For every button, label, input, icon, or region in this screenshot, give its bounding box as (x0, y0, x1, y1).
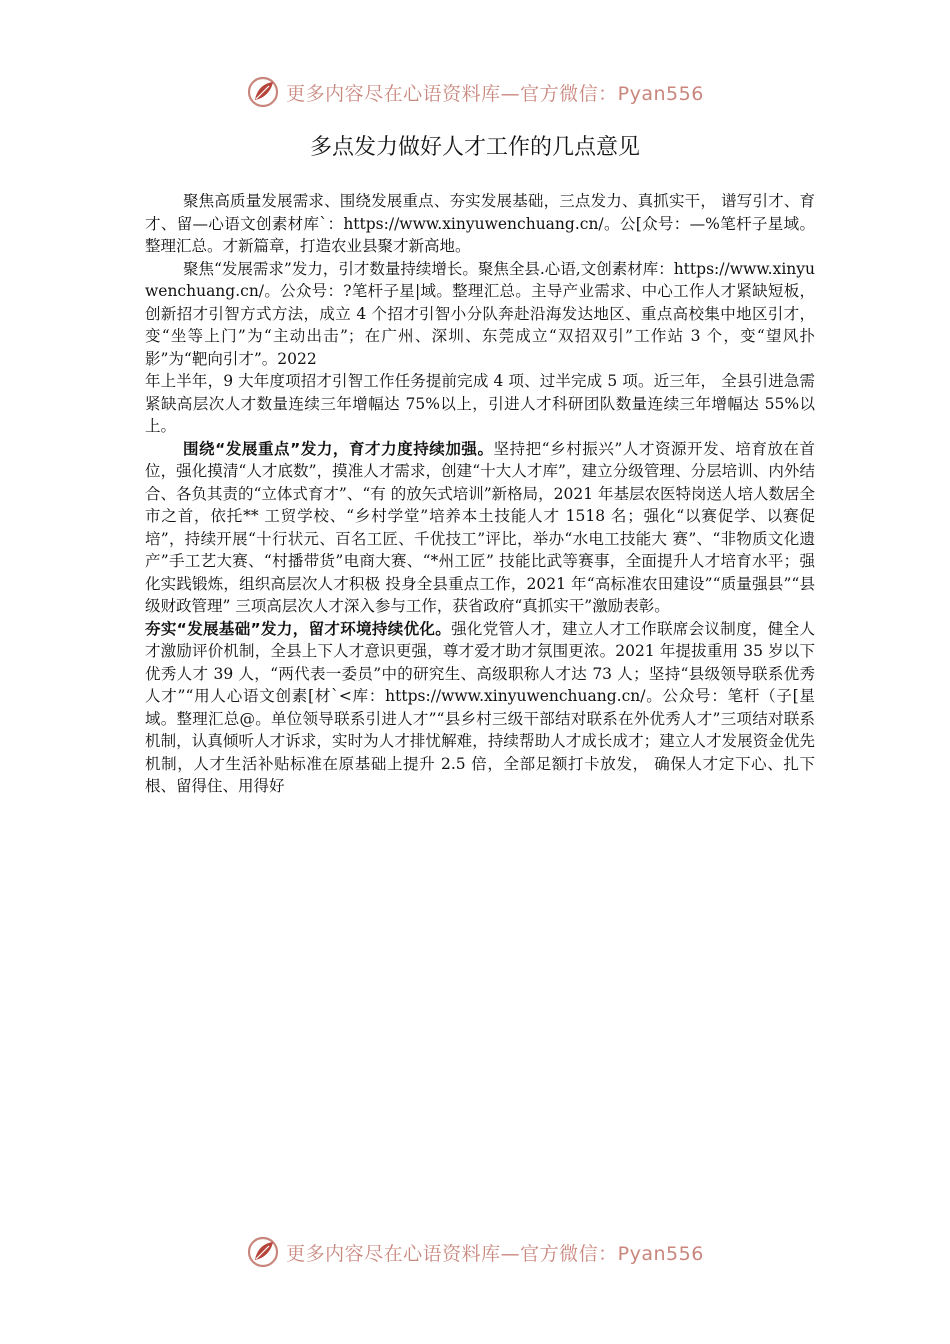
document-title: 多点发力做好人才工作的几点意见 (309, 135, 640, 160)
document-body (145, 190, 815, 798)
watermark-text: 更多内容尽在心语资料库—官方微信：Pyan556 (286, 82, 704, 105)
leaf-logo-icon (246, 1235, 280, 1269)
paragraph-text: 聚焦“发展需求”发力，引才数量持续增长。聚焦全县.心语,文创素材库：https://www.xinyuwenchuang.cn/。公众号：?笔杆子星|域。整理汇总。主导产业需求、中心工作人才紧缺短板，创新招才引智方式方法，成立 4 个招才引智小分队奔赴沿海发达地区、重点高校集中地区引才，变“坐等上门”为“主动出击”；在广州、深圳、东莞成立“双招双引”工作站 3 个，变“望风扑影”为“靶向引才”。2022 (145, 259, 815, 368)
watermark-text: 更多内容尽在心语资料库—官方微信：Pyan556 (286, 1242, 704, 1265)
paragraph-text: 聚焦高质量发展需求、围绕发展重点、夯实发展基础，三点发力、真抓实干， 谱写引才、育才、留—心语文创素材库`：https://www.xinyuwenchuang.cn/。公[众号：—%笔杆子星域。整理汇总。才新篇章，打造农业县聚才新高地。 (145, 192, 815, 255)
paragraph-text: 强化党管人才，建立人才工作联席会议制度，健全人才激励评价机制，全县上下人才意识更强，尊才爱才助才氛围更浓。2021 年提拔重用 35 岁以下优秀人才 39 人，“两代表一委员”中的研究生、高级职称人才达 73 人；坚持“县级领导联系优秀人才”“用人心语文创素[材`<库：https://www.xinyuwenchuang.cn/。公众号：笔杆（子[星域。整理汇总@。单位领导联系引进人才”“县乡村三级干部结对联系在外优秀人才”三项结对联系机制，认真倾听人才诉求，实时为人才排忧解难，持续帮助人才成长成才；建立人才发展资金优先机制，人才生活补贴标准在原基础上提升 2.5 倍，全部足额打卡放发， 确保人才定下心、扎下根、留得住、用得好 (145, 619, 815, 795)
paragraph-talent-cultivation (145, 438, 815, 618)
watermark-banner-bottom (0, 1232, 950, 1272)
paragraph-intro (145, 190, 815, 258)
paragraph-text: 坚持把“乡村振兴”人才资源开发、培育放在首位，强化摸清“人才底数”，摸准人才需求，创建“十大人才库”，建立分级管理、分层培训、内外结合、各负其责的“立体式育才”、“有 的放矢式培训”新格局，2021 年基层农医特岗送人培人数居全市之首，依托** 工贸学校、“乡村学堂”培养本土技能人才 1518 名；强化“以赛促学、以赛促培”，持续开展“十行状元、百名工匠、千优技工”评比，举办“水电工技能大 赛”、“非物质文化遗产”手工艺大赛、“村播带货”电商大赛、“*州工匠” 技能比武等赛事，全面提升人才培育水平；强化实践锻炼，组织高层次人才积极 投身全县重点工作，2021 年“高标准农田建设”“质量强县”“县级财政管理” 三项高层次人才深入参与工作，获省政府“真抓实干”激励表彰。 (145, 439, 815, 615)
paragraph-text: 年上半年，9 大年度项招才引智工作任务提前完成 4 项、过半完成 5 项。近三年， 全县引进急需紧缺高层次人才数量连续三年增幅达 75%以上，引进人才科研团队数量连续三年增幅达 55%以上。 (145, 372, 815, 435)
leaf-logo-icon (246, 75, 280, 109)
paragraph-talent-introduction (145, 258, 815, 371)
paragraph-lead: 夯实“发展基础”发力，留才环境持续优化。 (145, 619, 452, 638)
paragraph-lead: 围绕“发展重点”发力，育才力度持续加强。 (183, 439, 494, 458)
watermark-banner-top (0, 72, 950, 112)
paragraph-talent-retention (145, 618, 815, 798)
paragraph-talent-introduction-cont (145, 370, 815, 438)
